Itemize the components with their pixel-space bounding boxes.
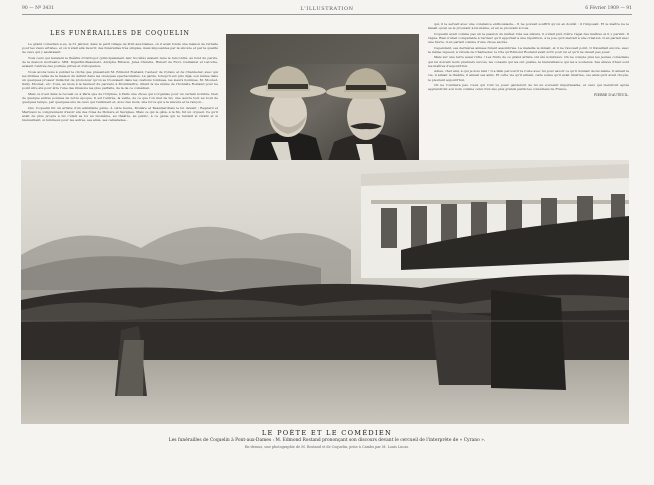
article-paragraph: Coquelin avait comme pas un la passion du métier. Dès ses débuts, il s'était juré d'être l'égal des maîtres et il y parvint. Il régna. Rien n'était comparable à l'ardeur qu'il apportait à une répétition, à la joie qu'il mettait à une création. Il en parlait avec une fièvre, il en parlait comme d'une chose sacrée. [428, 31, 629, 44]
article-paragraph: Nous avons tenu à publier le cliché que présentent M. Edmond Rostand, l'auteur de Cyrano et de Chantecler, avec qui les intimes cellés de la maison du défunt dans les obsèques spectaculaires. La garde, lorsqu'il eut pris déjà, son même dans un quelques proseur indiscret de prononcer qu'on se trouvaient dans les ovations tombées, les sieurs hommes, M. Mounet-Sully, Mounet, etc. Tous, au mois à la hauteur du parvenu à Montmartre, dirent la vie même de l'honnête Rostand pour ne point être été pour être l'une des illusions les plus parfaits, de la de ce comédien. [22, 69, 218, 91]
portrait-photo [226, 34, 419, 174]
funeral-crowd-photo [21, 160, 629, 424]
left-article-column [22, 42, 218, 148]
photo-caption: Les funérailles de Coquelin à Pont-aux-Dames : M. Edmond Rostand prononçant son discours devant le cercueil de l'interprète de « Cyrano ». [168, 438, 486, 443]
article-paragraph: qui, il le servait avec une constance enthousiaste... Il ne pouvait souffrir qu'on en doutât : il l'imposait. Et le maître ne le faisait qu'en se le prouvant à lui-même, et en le prouvant à tous. [428, 22, 629, 31]
article-paragraph: On ne l'oubliera pas. Ceux qui l'ont vu jouer garderont de lui un souvenir impérissable, et ceux qui viendront après apprendront son nom comme celui d'un des plus grands parmi les comédiens de France. [428, 83, 629, 92]
header-rule [22, 14, 632, 15]
portrait-illustration [226, 34, 419, 174]
publication-title: L'ILLUSTRATION [300, 6, 354, 12]
article-paragraph: Tous ceux qui tenaient le théâtre d'Ostrogor (principalement leur Société) avaient tenu le rencontré, au fond du parvis, de la maison mortuaire. MM. Dujardin-Beaumetz, Adolphe Brisson, Jules Claretie, Hubert de Fiori, Guillemet et Laroche, avaient l'entrée des journée privés et d'éloquence. [22, 55, 218, 69]
issue-date: 6 Février 1909 — 91 [585, 6, 632, 11]
photo-credit: En-dessus, une photographie de M. Rostand et de Coquelin, prise à Cambo par M. Louis Lucas. [244, 445, 410, 449]
crowd-illustration [21, 160, 629, 424]
article-paragraph: Mais ce n'est dans le recueil ou à Paris que de l'Orphée, à Paris une chose qui s'organise pour un certain nombre, bien de quelque autres poèmes de notre époque. Il est l'entrée, la veille, de ce que l'on met de lui, une œuvre tout au bout de quelques temps, par quelques-uns de ceux qui l'estiment et, avec des mots, une force qui a la sincère et la rançon... [22, 91, 218, 104]
article-paragraph: Qui, Coquelin fut un artiste d'un admirable génie. À cette heure, Molière et Beaumarchais le lui devant ; Regnard et Marivaux le comprennent d'avoir été des rôles de Molière et Sévignes. Mais ce qui le gâta, à la fin, fut un orgueil. Ce qu'il avait de plus propre à lui c'était sa foi en lui-même, au théâtre, au public, à ce génie qui le rendait si vivant et si bienveillant, si lumineux pour les autres, ses amis, ses camarades... [22, 105, 218, 122]
article-paragraph: Adieu, cher ami, à qui je dois tant ! Il a fallu parcourir la route avec lui pour savoir ce qu'il donnait de lui-même. Il aimait la vie, il aimait le théâtre, il aimait ses amis. Et cette vie qu'il aimait, cette scène qu'il avait illustrée, ces amis qu'il avait choyés, le pleurent aujourd'hui. [428, 69, 629, 82]
photo-caption-title: LE POÈTE ET LE COMÉDIEN [261, 429, 393, 437]
page-number-left: 90 — Nº 3431 [22, 6, 55, 11]
article-title: LES FUNÉRAILLES DE COQUELIN [50, 30, 190, 37]
article-paragraph: Le grand comédien a eu, le 31 janvier, dans le petit village de Pont-aux-Dames, où il avait fondé une maison de retraite pour les vieux artistes, et où il était allé mourir, des funérailles très simples, mais imposantes par la sincère et par la qualité de ceux qui y assistaient. [22, 42, 218, 55]
article-paragraph: Cependant, ses dernières années furent assombries. La maladie le minait, et il ne l'avouait point. Il travaillait encore, avec la même vigueur, à l'étude de Chantecler, le rôle qu'Edmond Rostand avait écrit pour lui et qu'il ne devait pas jouer. [428, 45, 629, 54]
article-paragraph: Mais sur une terre aussi riche ! Les fruits de ce grand artiste ont été nombreux. On ne compte plus les jeunes comédiens qui lui doivent leurs premiers succès, les conseils qui les ont guidés, la bienveillance qui les a soutenus. Ses élèves d'hier sont les maîtres d'aujourd'hui. [428, 55, 629, 68]
article-signature: PIERRE D'AUTEUIL. [594, 92, 629, 97]
